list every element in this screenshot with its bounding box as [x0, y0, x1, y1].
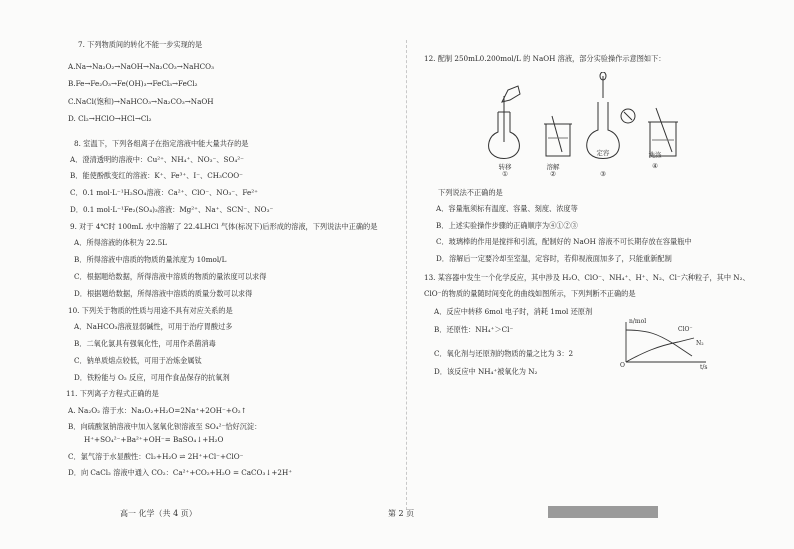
step-label-transfer: 转移 — [498, 163, 512, 171]
q10-option-a: A．NaHCO₃溶液显弱碱性，可用于治疗胃酸过多 — [74, 322, 233, 331]
q7-stem: 7. 下列物质间的转化不能一步实现的是 — [78, 40, 203, 49]
clo-curve — [626, 330, 692, 356]
q11-option-b-line2: H⁺+SO₄²⁻+Ba²⁺+OH⁻= BaSO₄↓+H₂O — [84, 435, 224, 444]
q11-option-b-line1: B．向硫酸氢钠溶液中加入氢氧化钡溶液至 SO₄²⁻恰好沉淀： — [68, 422, 262, 431]
q12-option-b: B．上述实验操作步骤的正确顺序为④①②③ — [436, 221, 578, 230]
q9-option-c: C．根据题给数据，所得溶液中溶质的物质的量浓度可以求得 — [74, 272, 267, 281]
q10-option-d: D．铁粉能与 O₂ 反应，可用作食品保存的抗氧剂 — [74, 373, 230, 382]
step-number-3: ③ — [600, 170, 606, 178]
wash-apparatus — [648, 108, 678, 156]
q12-prompt: 下列说法不正确的是 — [438, 188, 503, 197]
q7-option-b: B.Fe→Fe₂O₃→Fe(OH)₃→FeCl₃→FeCl₂ — [68, 79, 198, 88]
q11-stem: 11. 下列离子方程式正确的是 — [66, 389, 159, 398]
q9-option-d: D．根据题给数据，所得溶液中溶质的质量分数可以求得 — [74, 289, 253, 298]
graph-x-label: t/s — [700, 364, 708, 371]
q12-option-d: D．溶解后一定要冷却至室温，定容时，若仰视液面加多了，只能重新配制 — [436, 254, 672, 263]
q9-option-b: B．所得溶液中溶质的物质的量浓度为 10mol/L — [74, 255, 227, 264]
footer-course-label: 高一 化学（共 4 页） — [120, 509, 197, 518]
step-label-wash: 洗涤 — [648, 151, 662, 159]
q10-option-b: B．二氧化氯具有强氧化性，可用作杀菌消毒 — [74, 339, 216, 348]
q7-option-a: A.Na→Na₂O₂→NaOH→Na₂CO₃→NaHCO₃ — [68, 62, 214, 71]
transfer-apparatus — [489, 86, 520, 159]
volume-adjust-apparatus — [587, 72, 635, 159]
step-label-dissolve: 溶解 — [546, 163, 560, 171]
q8-stem: 8. 室温下，下列各组离子在指定溶液中能大量共存的是 — [74, 139, 249, 148]
step-number-2: ② — [550, 170, 556, 178]
q10-option-c: C．钠单质熔点较低，可用于冶炼金属钛 — [74, 356, 202, 365]
graph-clo-label: ClO⁻ — [678, 326, 693, 333]
dissolve-apparatus — [544, 116, 572, 156]
q11-option-c: C．氯气溶于水显酸性：Cl₂+H₂O ⇌ 2H⁺+Cl⁻+ClO⁻ — [68, 452, 244, 461]
q7-option-d: D. Cl₂→HClO→HCl→Cl₂ — [68, 114, 152, 123]
q7-option-c: C.NaCl(饱和)→NaHCO₃→Na₂CO₃→NaOH — [68, 97, 214, 106]
q9-stem: 9. 对于 4℃时 100mL 水中溶解了 22.4LHCl 气体(标况下)后形成的溶液，下列说法中正确的是 — [70, 222, 378, 231]
q8-option-b: B．能使酚酞变红的溶液：K⁺、Fe³⁺、I⁻、CH₃COO⁻ — [70, 171, 243, 180]
q13-option-b: B．还原性：NH₄⁺＞Cl⁻ — [434, 325, 514, 334]
q11-option-d: D．向 CaCl₂ 溶液中通入 CO₂：Ca²⁺+CO₂+H₂O = CaCO₃↓+2H⁺ — [68, 468, 293, 477]
q12-option-c: C．玻璃棒的作用是搅拌和引流，配制好的 NaOH 溶液不可长期存放在容量瓶中 — [436, 237, 692, 246]
q9-option-a: A．所得溶液的体积为 22.5L — [74, 238, 167, 247]
q12-option-a: A．容量瓶须标有温度、容量、刻度、浓度等 — [436, 204, 578, 213]
step-number-1: ① — [502, 170, 508, 178]
column-divider — [406, 40, 407, 510]
graph-origin-label: O — [620, 362, 625, 369]
q13-stem-line2: ClO⁻的物质的量随时间变化的曲线如图所示，下列判断不正确的是 — [424, 289, 636, 298]
q13-option-d: D．该反应中 NH₄⁺被氧化为 N₂ — [434, 367, 538, 376]
q13-option-c: C．氧化剂与还原剂的物质的量之比为 3：2 — [434, 349, 574, 358]
footer-gray-bar — [548, 506, 658, 518]
q10-stem: 10. 下列关于物质的性质与用途不具有对应关系的是 — [68, 306, 233, 315]
step-number-4: ④ — [652, 162, 658, 170]
q13-option-a: A．反应中转移 6mol 电子时，消耗 1mol 还原剂 — [434, 307, 593, 316]
q8-option-d: D．0.1 mol·L⁻¹Fe₂(SO₄)₃溶液：Mg²⁺、Na⁺、SCN⁻、NO₃⁻ — [70, 205, 274, 214]
q8-option-a: A．澄清透明的溶液中：Cu²⁺、NH₄⁺、NO₃⁻、SO₄²⁻ — [70, 155, 244, 164]
graph-y-label: n/mol — [629, 318, 647, 325]
q11-option-a: A. Na₂O₂ 溶于水：Na₂O₂+H₂O=2Na⁺+2OH⁻+O₂↑ — [68, 406, 247, 415]
graph-n2-label: N₂ — [696, 340, 704, 347]
q12-stem: 12. 配制 250mL0.200mol/L 的 NaOH 溶液，部分实验操作示意图如下： — [424, 54, 666, 63]
q8-option-c: C．0.1 mol·L⁻¹H₂SO₄溶液：Ca²⁺、ClO⁻、NO₃⁻、Fe²⁺ — [70, 188, 258, 197]
q13-stem-line1: 13. 某容器中发生一个化学反应，其中涉及 H₂O、ClO⁻、NH₄⁺、H⁺、N₂、Cl⁻六种粒子，其中 N₂、 — [424, 273, 750, 282]
footer-page-number: 第 2 页 — [388, 509, 415, 518]
step-label-volume: 定容 — [596, 149, 610, 157]
